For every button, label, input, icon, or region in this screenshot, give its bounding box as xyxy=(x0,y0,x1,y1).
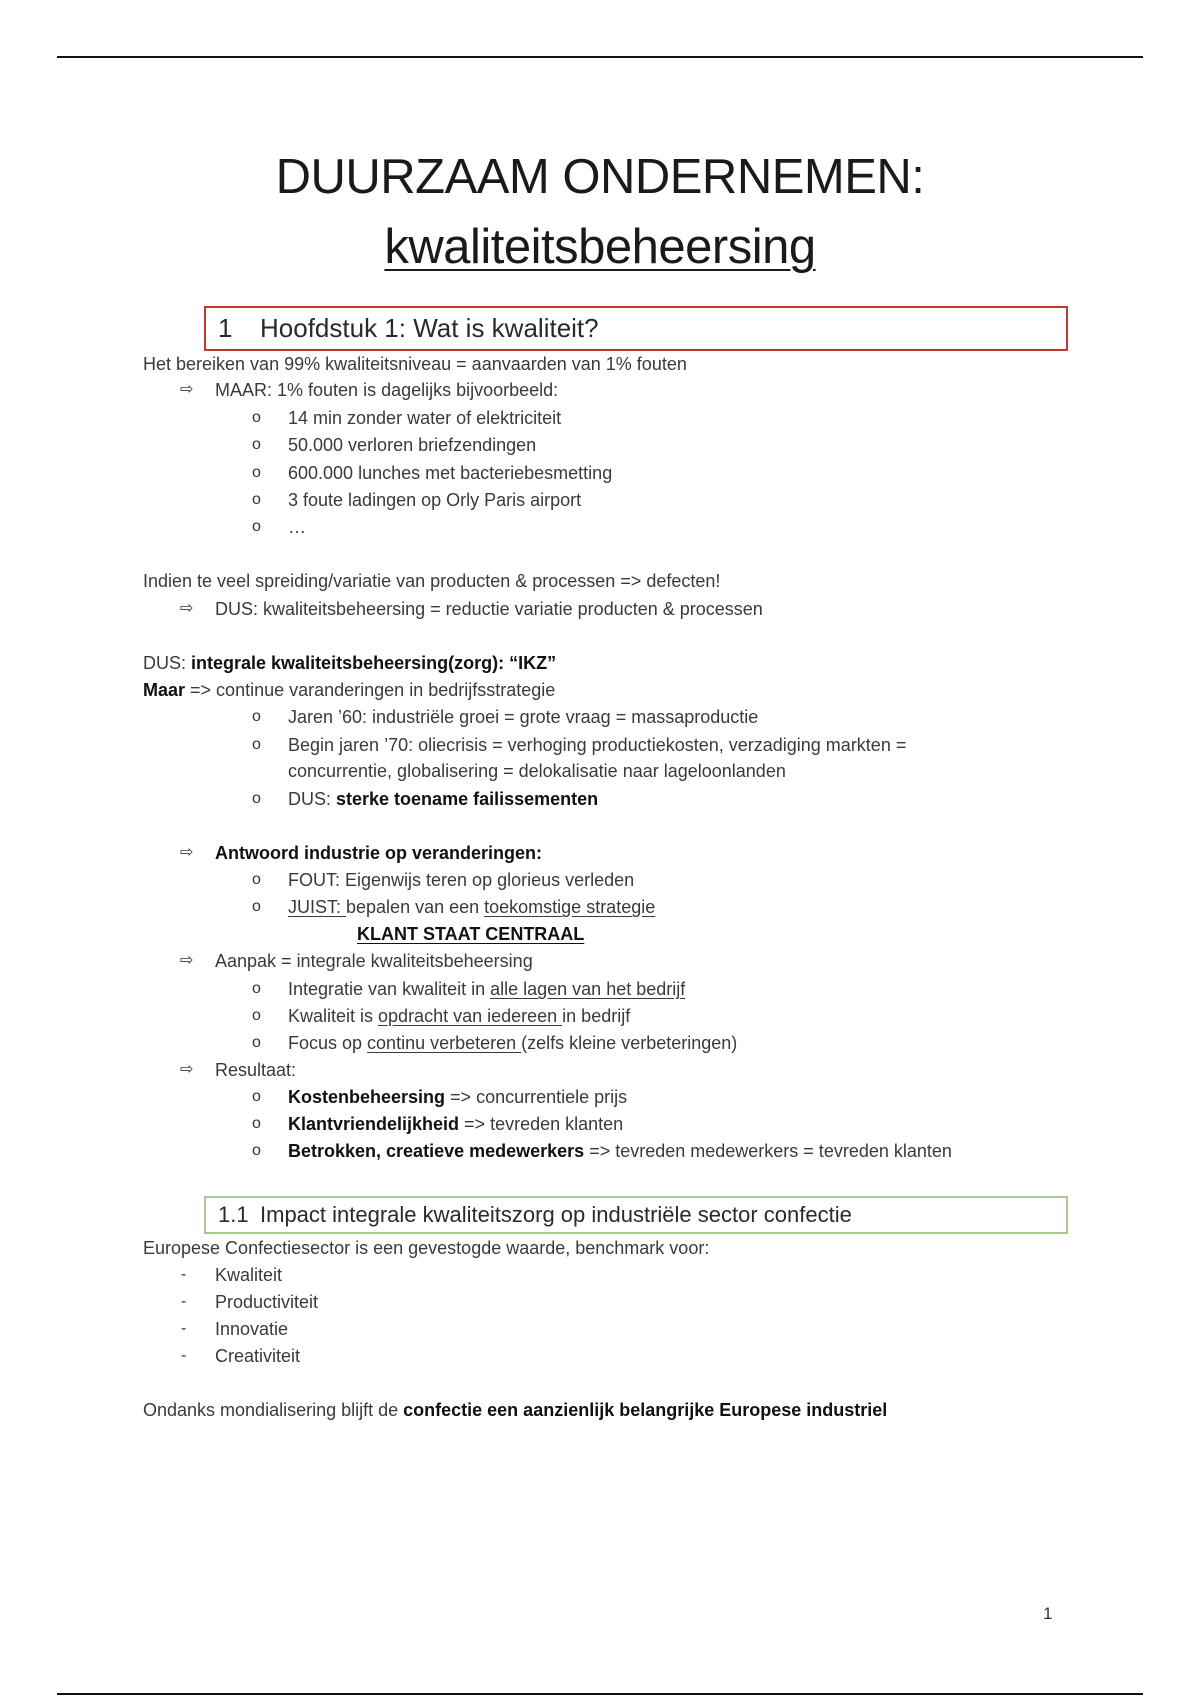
maar-bold: Maar xyxy=(143,680,186,700)
aanpak-item-pre: Kwaliteit is xyxy=(288,1006,379,1026)
arrow-icon: ⇨ xyxy=(180,844,194,861)
resultaat-item-rest: => concurrentiele prijs xyxy=(445,1087,628,1107)
antwoord-heading xyxy=(215,841,542,865)
resultaat-item-rest: => tevreden klanten xyxy=(459,1114,624,1134)
bullet-circle-icon: o xyxy=(252,790,261,807)
resultaat-item xyxy=(288,1085,627,1109)
example-item: 3 foute ladingen op Orly Paris airport xyxy=(288,490,582,510)
aanpak-item-underlined: alle lagen van het bedrijf xyxy=(490,979,686,999)
juist-line xyxy=(288,895,655,919)
bullet-circle-icon: o xyxy=(252,1088,261,1105)
antwoord-text: Antwoord industrie op veranderingen: xyxy=(215,843,543,863)
arrow-icon: ⇨ xyxy=(180,1061,194,1078)
bullet-circle-icon: o xyxy=(252,898,261,915)
maar-text: MAAR: 1% fouten is dagelijks bijvoorbeeld: xyxy=(215,380,559,400)
document-title-subject: kwaliteitsbeheersing xyxy=(384,220,816,274)
spreiding-text: Indien te veel spreiding/variatie van producten & processen => defecten! xyxy=(143,571,721,591)
aanpak-item xyxy=(288,977,685,1001)
resultaat-item-bold: Klantvriendelijkheid xyxy=(288,1114,460,1134)
history-item: Begin jaren ’70: oliecrisis = verhoging productiekosten, verzadiging markten = xyxy=(288,735,907,755)
bullet-circle-icon: o xyxy=(252,1007,261,1024)
resultaat-item-rest: => tevreden medewerkers = tevreden klanten xyxy=(584,1141,952,1161)
aanpak-item-underlined: continu verbeteren xyxy=(367,1033,522,1053)
maar-rest: => continue varanderingen in bedrijfsstrategie xyxy=(185,680,556,700)
aanpak-item-underlined: opdracht van iedereen xyxy=(378,1006,563,1026)
aanpak-item-pre: Integratie van kwaliteit in xyxy=(288,979,491,999)
bullet-circle-icon: o xyxy=(252,491,261,508)
fout-text: FOUT: Eigenwijs teren op glorieus verleden xyxy=(288,870,635,890)
bullet-circle-icon: o xyxy=(252,1034,261,1051)
chapter-number: 1 xyxy=(218,313,233,343)
arrow-icon: ⇨ xyxy=(180,600,194,617)
history-item-continued: concurrentie, globalisering = delokalisatie naar lageloonlanden xyxy=(288,761,786,781)
dus-kwaliteit-text: DUS: kwaliteitsbeheersing = reductie variatie producten & processen xyxy=(215,599,763,619)
bullet-circle-icon: o xyxy=(252,871,261,888)
arrow-icon: ⇨ xyxy=(180,381,194,398)
example-item: 600.000 lunches met bacteriebesmetting xyxy=(288,463,613,483)
juist-mid: bepalen van een xyxy=(346,897,485,917)
aanpak-text: Aanpak = integrale kwaliteitsbeheersing xyxy=(215,951,533,971)
dus-fail-line xyxy=(288,787,598,811)
bullet-circle-icon: o xyxy=(252,1142,261,1159)
top-rule xyxy=(57,56,1143,58)
dash-bullet-icon: - xyxy=(181,1293,187,1310)
ikz-prefix: DUS: xyxy=(143,653,192,673)
dus-fail-bold: sterke toename failissementen xyxy=(336,789,599,809)
bullet-circle-icon: o xyxy=(252,409,261,426)
page-number: 1 xyxy=(1043,1604,1053,1623)
resultaat-item-bold: Betrokken, creatieve medewerkers xyxy=(288,1141,585,1161)
chapter-title: Hoofdstuk 1: Wat is kwaliteit? xyxy=(260,313,599,343)
dus-fail-prefix: DUS: xyxy=(288,789,337,809)
document-title-line1: DUURZAAM ONDERNEMEN: xyxy=(275,150,925,204)
benchmark-item: Innovatie xyxy=(215,1319,289,1339)
aanpak-item-post: in bedrijf xyxy=(562,1006,631,1026)
aanpak-item-post: (zelfs kleine verbeteringen) xyxy=(521,1033,738,1053)
aanpak-item xyxy=(288,1031,737,1055)
ikz-term: integrale kwaliteitsbeheersing(zorg): “IKZ” xyxy=(191,653,557,673)
klant-text: KLANT STAAT CENTRAAL xyxy=(357,924,585,944)
example-item: … xyxy=(288,517,306,537)
intro-text: Het bereiken van 99% kwaliteitsniveau = aanvaarden van 1% fouten xyxy=(143,354,687,374)
resultaat-text: Resultaat: xyxy=(215,1060,297,1080)
benchmark-item: Creativiteit xyxy=(215,1346,301,1366)
example-item: 50.000 verloren briefzendingen xyxy=(288,435,537,455)
juist-label: JUIST: xyxy=(288,897,347,917)
section-title: Impact integrale kwaliteitszorg op industriële sector confectie xyxy=(260,1202,852,1227)
history-item: Jaren ’60: industriële groei = grote vraag = massaproductie xyxy=(288,707,759,727)
closing-pre: Ondanks mondialisering blijft de xyxy=(143,1400,404,1420)
bullet-circle-icon: o xyxy=(252,736,261,753)
resultaat-item xyxy=(288,1139,952,1163)
klant-line xyxy=(357,922,584,946)
bullet-circle-icon: o xyxy=(252,436,261,453)
bullet-circle-icon: o xyxy=(252,464,261,481)
bottom-rule xyxy=(57,1693,1143,1695)
arrow-icon: ⇨ xyxy=(180,952,194,969)
section-heading xyxy=(204,1196,1068,1234)
dash-bullet-icon: - xyxy=(181,1347,187,1364)
resultaat-item-bold: Kostenbeheersing xyxy=(288,1087,446,1107)
juist-underlined: toekomstige strategie xyxy=(484,897,656,917)
aanpak-item-pre: Focus op xyxy=(288,1033,368,1053)
closing-bold: confectie een aanzienlijk belangrijke Europese industriel xyxy=(403,1400,888,1420)
dash-bullet-icon: - xyxy=(181,1266,187,1283)
resultaat-item xyxy=(288,1112,623,1136)
maar-line xyxy=(143,678,555,702)
sec2-intro: Europese Confectiesector is een gevestogde waarde, benchmark voor: xyxy=(143,1238,710,1258)
benchmark-item: Kwaliteit xyxy=(215,1265,283,1285)
chapter-heading xyxy=(204,306,1068,351)
benchmark-item: Productiviteit xyxy=(215,1292,319,1312)
section-number: 1.1 xyxy=(218,1202,249,1227)
dash-bullet-icon: - xyxy=(181,1320,187,1337)
aanpak-item xyxy=(288,1004,630,1028)
bullet-circle-icon: o xyxy=(252,518,261,535)
closing-line xyxy=(143,1398,887,1422)
bullet-circle-icon: o xyxy=(252,708,261,725)
bullet-circle-icon: o xyxy=(252,1115,261,1132)
ikz-line xyxy=(143,651,556,675)
document-title-line2 xyxy=(0,220,1200,274)
example-item: 14 min zonder water of elektriciteit xyxy=(288,408,562,428)
bullet-circle-icon: o xyxy=(252,980,261,997)
